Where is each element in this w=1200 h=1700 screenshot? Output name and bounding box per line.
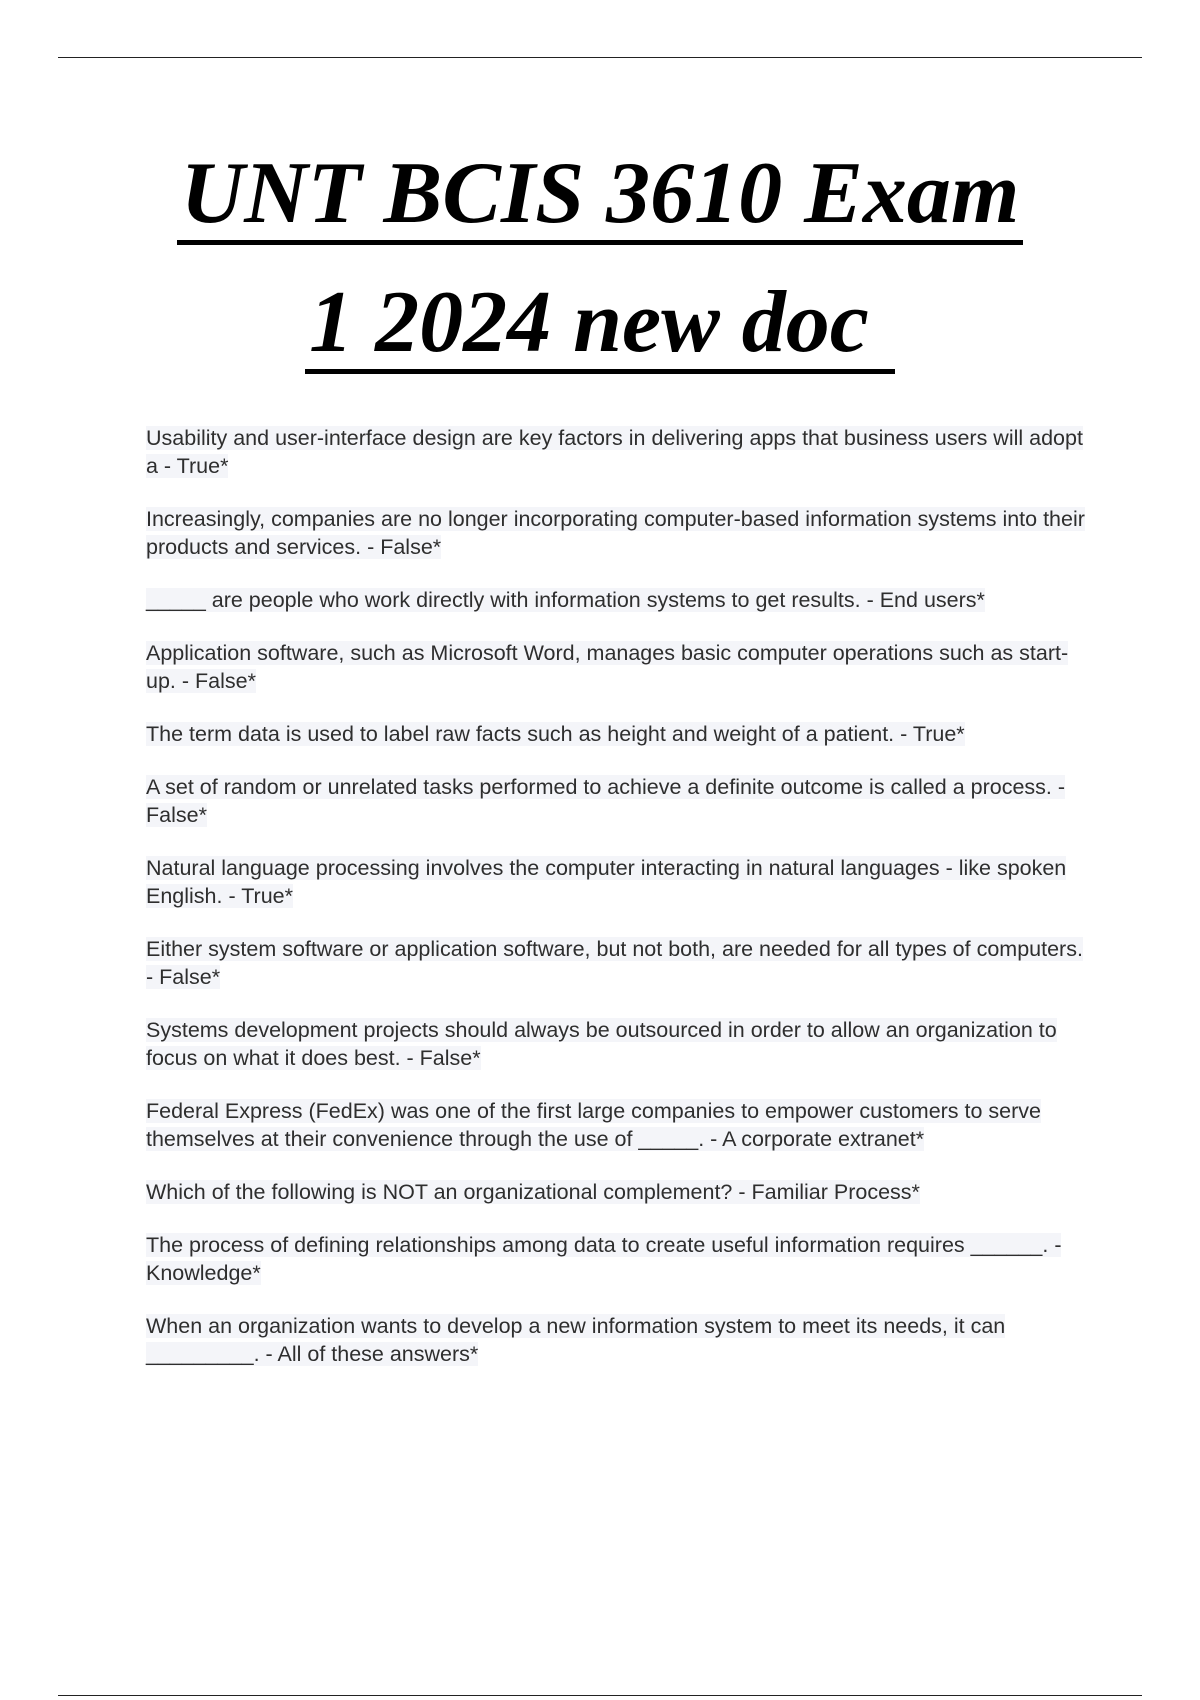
- qa-text: The process of defining relationships among data to create useful information requires ______. - Knowledge*: [146, 1233, 1062, 1285]
- qa-item: [146, 1016, 1091, 1072]
- qa-text: Which of the following is NOT an organizational complement? - Familiar Process*: [146, 1180, 920, 1204]
- top-divider: [58, 57, 1142, 58]
- qa-item: [146, 1178, 1091, 1206]
- qa-item: [146, 854, 1091, 910]
- qa-item: [146, 720, 1091, 748]
- qa-text: The term data is used to label raw facts such as height and weight of a patient. - True*: [146, 722, 965, 746]
- title-line-1: UNT BCIS 3610 Exam: [177, 150, 1024, 245]
- qa-text: Either system software or application software, but not both, are needed for all types of computers. - False*: [146, 937, 1083, 989]
- qa-item: [146, 1097, 1091, 1153]
- qa-text: A set of random or unrelated tasks performed to achieve a definite outcome is called a process. - False*: [146, 775, 1066, 827]
- document-title: [0, 145, 1200, 374]
- bottom-divider: [58, 1695, 1142, 1696]
- qa-text: Federal Express (FedEx) was one of the first large companies to empower customers to serve themselves at their convenience through the use of _____. - A corporate extranet*: [146, 1099, 1042, 1151]
- qa-text: Usability and user-interface design are key factors in delivering apps that business users will adopt a - True*: [146, 426, 1083, 478]
- qa-text: Natural language processing involves the computer interacting in natural languages - like spoken English. - True*: [146, 856, 1067, 908]
- title-line-2: 1 2024 new doc: [305, 279, 895, 374]
- qa-item: [146, 639, 1091, 695]
- qa-item: [146, 424, 1091, 480]
- qa-item: [146, 773, 1091, 829]
- qa-text: _____ are people who work directly with information systems to get results. - End users*: [146, 588, 985, 612]
- qa-item: [146, 1312, 1091, 1368]
- qa-item: [146, 505, 1091, 561]
- question-answer-list: [146, 424, 1091, 1393]
- qa-text: Increasingly, companies are no longer incorporating computer-based information systems into their products and services. - False*: [146, 507, 1085, 559]
- qa-item: [146, 935, 1091, 991]
- qa-item: [146, 586, 1091, 614]
- qa-text: Systems development projects should always be outsourced in order to allow an organization to focus on what it does best. - False*: [146, 1018, 1057, 1070]
- qa-item: [146, 1231, 1091, 1287]
- qa-text: When an organization wants to develop a new information system to meet its needs, it can _________. - All of these answers*: [146, 1314, 1006, 1366]
- qa-text: Application software, such as Microsoft Word, manages basic computer operations such as start-up. - False*: [146, 641, 1069, 693]
